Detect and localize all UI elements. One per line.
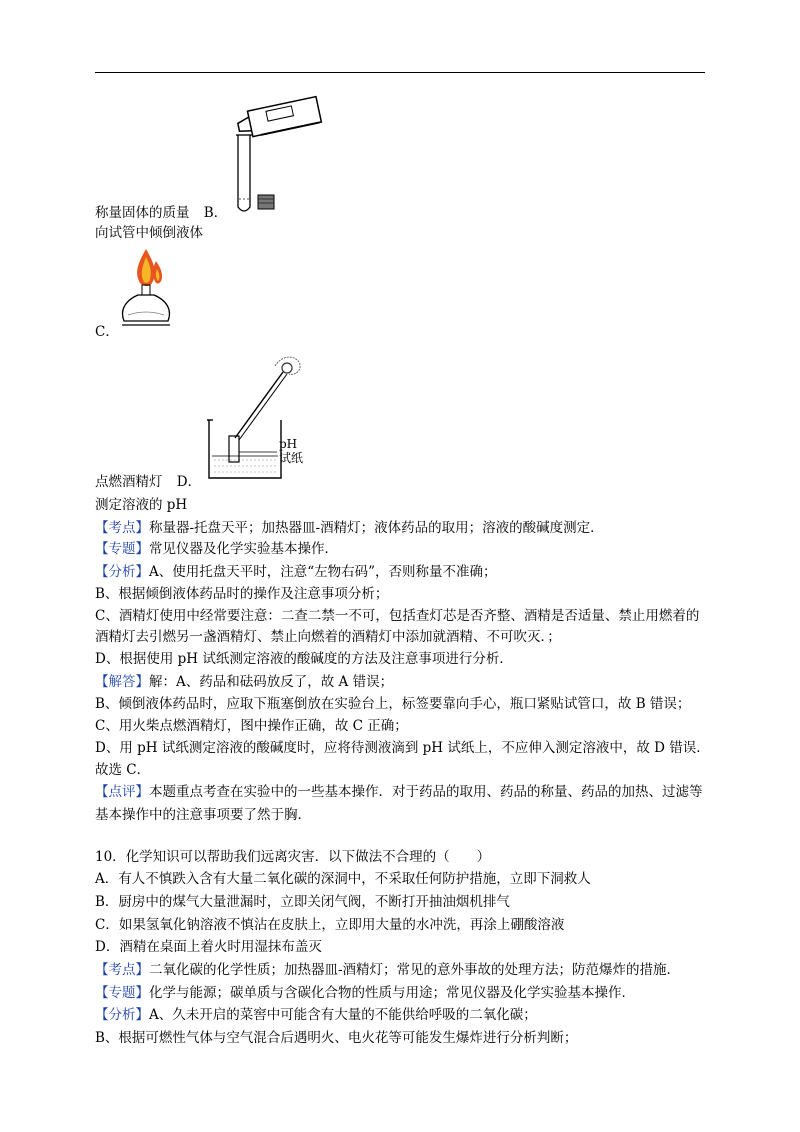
q10-fenxi-line-b: B、根据可燃性气体与空气混合后遇明火、电火花等可能发生爆炸进行分析判断； — [95, 1030, 578, 1046]
fenxi-text: A、使用托盘天平时，注意“左物右码”，否则称量不准确； — [149, 564, 497, 580]
ph-test-figure — [205, 346, 315, 486]
option-c-caption: 点燃酒精灯 — [95, 474, 163, 490]
ph-paper-label — [279, 437, 303, 465]
option-d-caption: 测定溶液的 pH — [95, 497, 188, 513]
jieda-line-4: D、用 pH 试纸测定溶液的酸碱度时，应将待测液滴到 pH 试纸上，不应伸入测定溶液中，故 D 错误． — [95, 740, 710, 756]
dianping-line-1 — [95, 783, 703, 801]
ph-label-2: 试纸 — [279, 451, 304, 465]
zhuanti-line — [95, 540, 338, 558]
dianping-line-2: 基本操作中的注意事项要了然于胸． — [95, 807, 311, 823]
jieda-text: 解：A、药品和砝码放反了，故 A 错误； — [149, 674, 394, 690]
kaodian-text: 称量器-托盘天平；加热器皿-酒精灯；液体药品的取用；溶液的酸碱度测定． — [149, 520, 604, 536]
q10-kaodian-tag: 【考点】 — [95, 962, 149, 978]
q10-zhuanti-line — [95, 984, 635, 1002]
jieda-line-2: B、倾倒液体药品时，应取下瓶塞倒放在实验台上，标签要靠向手心，瓶口紧贴试管口，故 B 错误； — [95, 696, 691, 712]
dianping-text: 本题重点考查在实验中的一些基本操作．对于药品的取用、药品的称量、药品的加热、过滤等 — [149, 784, 703, 800]
option-b-caption: 向试管中倾倒液体 — [95, 225, 203, 241]
option-c-d-line — [95, 473, 201, 491]
option-c-label: C． — [95, 324, 119, 340]
dianping-tag: 【点评】 — [95, 784, 149, 800]
pouring-liquid-figure — [228, 95, 328, 220]
question10-option-b: B．厨房中的煤气大量泄漏时，立即关闭气阀，不断打开抽油烟机排气 — [95, 894, 510, 910]
option-a-caption: 称量固体的质量 — [95, 205, 190, 221]
fenxi-line-5: D、根据使用 pH 试纸测定溶液的酸碱度的方法及注意事项进行分析． — [95, 651, 513, 667]
q10-zhuanti-text: 化学与能源；碳单质与含碳化合物的性质与用途；常见仪器及化学实验基本操作． — [149, 985, 635, 1001]
fenxi-line-3: C、酒精灯使用中经常要注意：二查二禁一不可，包括查灯芯是否齐整、酒精是否适量、禁止用燃着的 — [95, 608, 700, 624]
jieda-line-1 — [95, 673, 393, 691]
question10-option-d: D．酒精在桌面上着火时用湿抹布盖灭 — [95, 939, 322, 955]
q10-kaodian-text: 二氧化碳的化学性质；加热器皿-酒精灯；常见的意外事故的处理方法；防范爆炸的措施． — [149, 962, 681, 978]
question10-option-a: A．有人不慎跌入含有大量二氧化碳的深洞中，不采取任何防护措施，立即下洞救人 — [95, 871, 591, 887]
ph-label-1: pH — [279, 437, 298, 451]
alcohol-lamp-figure — [116, 245, 176, 330]
kaodian-line — [95, 519, 604, 537]
option-a-b-line — [95, 204, 227, 222]
fenxi-line-1 — [95, 563, 497, 581]
fenxi-line-4: 酒精灯去引燃另一盏酒精灯、禁止向燃着的酒精灯中添加就酒精、不可吹灭．； — [95, 629, 561, 645]
jieda-tag: 【解答】 — [95, 674, 149, 690]
kaodian-tag: 【考点】 — [95, 520, 149, 536]
fenxi-line-2: B、根据倾倒液体药品时的操作及注意事项分析； — [95, 586, 389, 602]
zhuanti-tag: 【专题】 — [95, 541, 149, 557]
zhuanti-text: 常见仪器及化学实验基本操作． — [149, 541, 338, 557]
jieda-line-5: 故选 C． — [95, 762, 151, 778]
jieda-line-3: C、用火柴点燃酒精灯，图中操作正确，故 C 正确； — [95, 718, 408, 734]
question10-option-c: C．如果氢氧化钠溶液不慎沾在皮肤上，立即用大量的水冲洗，再涂上硼酸溶液 — [95, 917, 565, 933]
fenxi-tag: 【分析】 — [95, 564, 149, 580]
question10-stem: 10．化学知识可以帮助我们远离灾害．以下做法不合理的（ ） — [95, 849, 491, 865]
q10-kaodian-line — [95, 961, 680, 979]
option-d-label: D． — [176, 474, 202, 490]
q10-fenxi-line — [95, 1006, 537, 1024]
q10-zhuanti-tag: 【专题】 — [95, 985, 149, 1001]
option-b-label: B． — [203, 205, 228, 221]
header-rule — [95, 72, 705, 73]
q10-fenxi-text: A、久未开启的菜窖中可能含有大量的不能供给呼吸的二氧化碳； — [149, 1007, 537, 1023]
q10-fenxi-tag: 【分析】 — [95, 1007, 149, 1023]
